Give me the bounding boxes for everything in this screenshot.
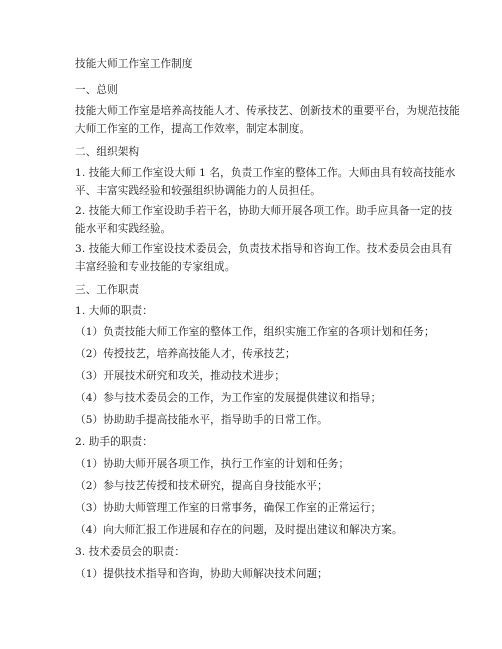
paragraph-line: 3. 技能大师工作室设技术委员会，负责技术指导和咨询工作。技术委员会由具有 [75, 243, 453, 255]
subsection-heading-committee: 3. 技术委员会的职责： [75, 546, 186, 558]
paragraph-line: 平、丰富实践经验和较强组织协调能力的人员担任。 [75, 185, 321, 197]
paragraph-line: 能水平和实践经验。 [75, 223, 172, 235]
list-item: （2）参与技艺传授和技术研究，提高自身技能水平； [75, 480, 328, 492]
list-item: （2）传授技艺，培养高技能人才，传承技艺； [75, 348, 296, 360]
list-item: （5）协助助手提高技能水平，指导助手的日常工作。 [75, 414, 328, 426]
document-title: 技能大师工作室工作制度 [75, 58, 193, 70]
paragraph-line: 技能大师工作室是培养高技能人才、传承技艺、创新技术的重要平台，为规范技能 [75, 105, 460, 117]
list-item: （4）参与技术委员会的工作，为工作室的发展提供建议和指导； [75, 392, 382, 404]
list-item: （1）提供技术指导和咨询，协助大师解决技术问题； [75, 568, 328, 580]
paragraph-line: 2. 技能大师工作室设助手若干名，协助大师开展各项工作。助手应具备一定的技 [75, 205, 453, 217]
list-item: （4）向大师汇报工作进展和存在的问题，及时提出建议和解决方案。 [75, 524, 403, 536]
paragraph-line: 1. 技能大师工作室设大师 1 名，负责工作室的整体工作。大师由具有较高技能水 [75, 167, 456, 179]
paragraph-line: 丰富经验和专业技能的专家组成。 [75, 261, 236, 273]
paragraph-line: 大师工作室的工作，提高工作效率，制定本制度。 [75, 123, 311, 135]
subsection-heading-master: 1. 大师的职责： [75, 305, 153, 317]
list-item: （1）协助大师开展各项工作，执行工作室的计划和任务； [75, 458, 350, 470]
subsection-heading-assistant: 2. 助手的职责： [75, 436, 153, 448]
list-item: （3）开展技术研究和攻关，推动技术进步； [75, 370, 286, 382]
list-item: （1）负责技能大师工作室的整体工作，组织实施工作室的各项计划和任务； [75, 326, 435, 338]
section-heading-organization: 二、组织架构 [75, 146, 140, 158]
section-heading-duties: 三、工作职责 [75, 284, 140, 296]
section-heading-general: 一、总则 [75, 84, 118, 96]
list-item: （3）协助大师管理工作室的日常事务，确保工作室的正常运行； [75, 502, 382, 514]
